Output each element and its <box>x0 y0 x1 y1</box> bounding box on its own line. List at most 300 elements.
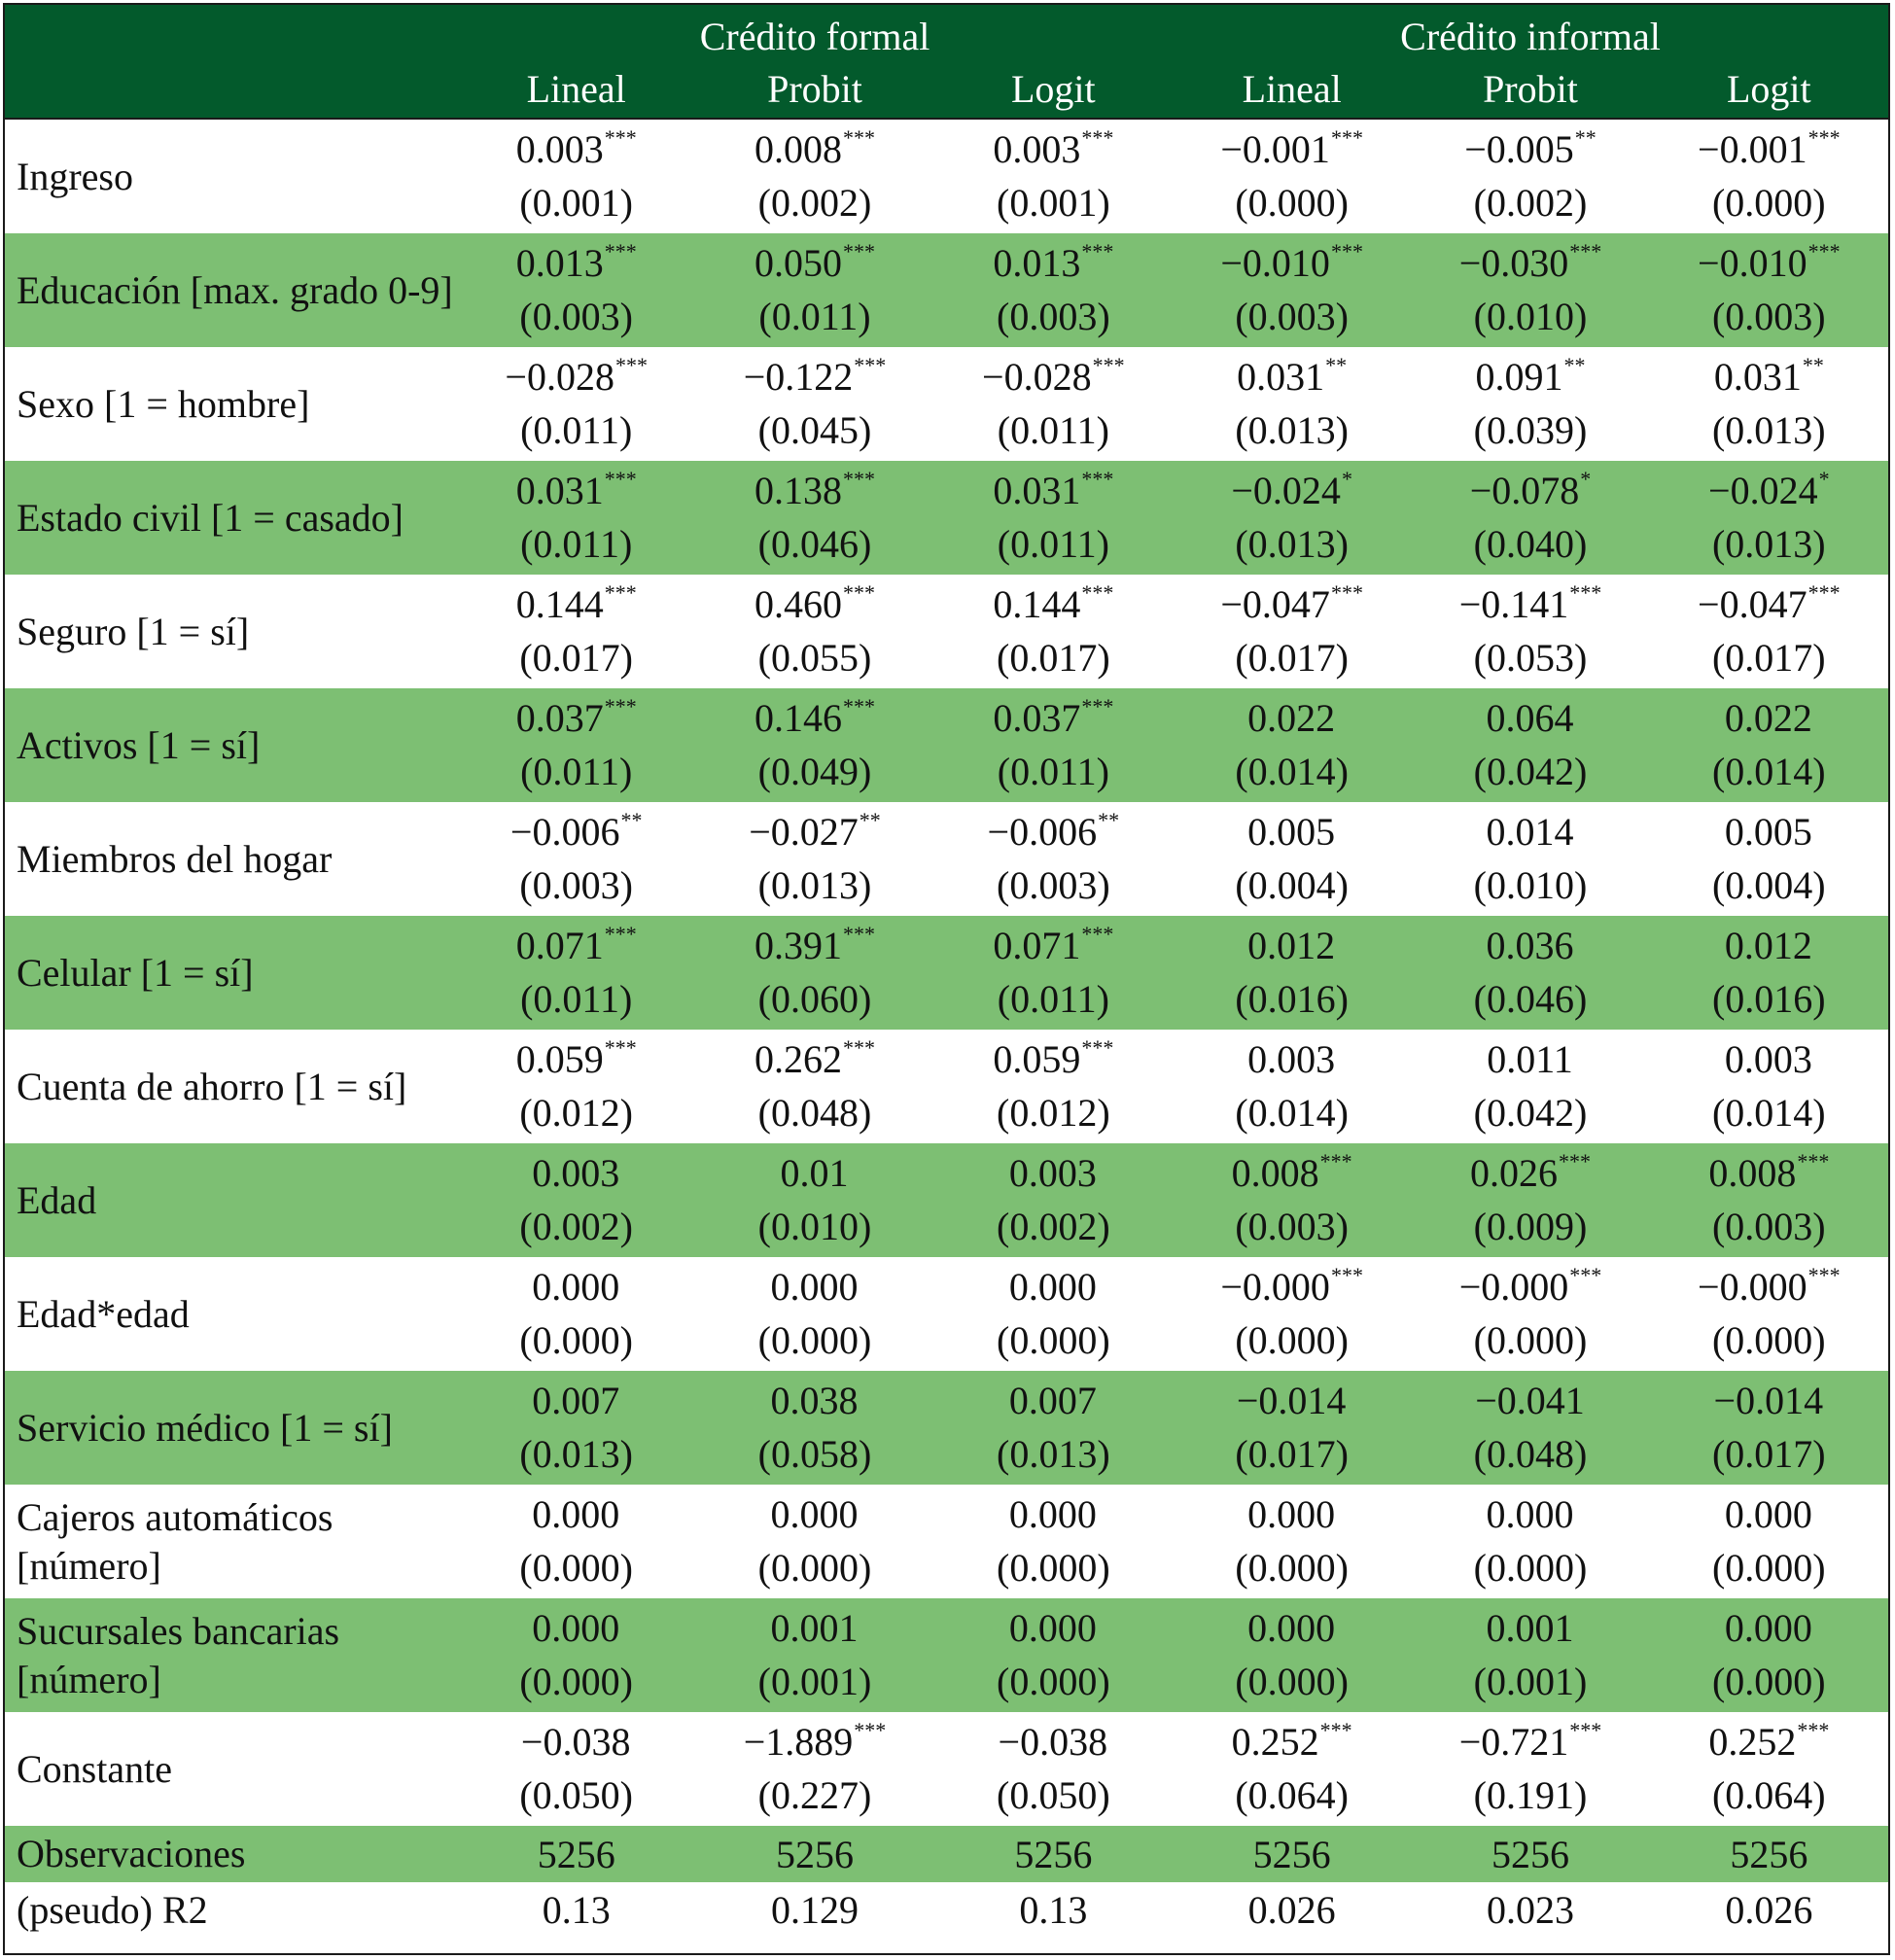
variable-row <box>5 688 1888 802</box>
significance-stars: *** <box>843 580 875 605</box>
coefficient-value: −0.006 <box>987 810 1098 854</box>
coefficient-line <box>1411 694 1649 741</box>
coefficient-value: −0.041 <box>1475 1379 1585 1422</box>
observations-value: 5256 <box>1173 1826 1411 1882</box>
coefficient-line <box>1411 808 1649 855</box>
standard-error: (0.046) <box>757 522 872 566</box>
significance-stars: * <box>1580 467 1592 491</box>
standard-error: (0.000) <box>1711 1546 1826 1590</box>
significance-stars: *** <box>854 1718 887 1742</box>
coefficient-line <box>457 1263 695 1310</box>
coef-cell <box>1650 688 1888 802</box>
coef-cell <box>934 1371 1173 1485</box>
coefficient-line <box>457 1490 695 1537</box>
coefficient-value: 0.037 <box>515 696 604 740</box>
model-header: Lineal <box>1173 59 1411 119</box>
coefficient-value: 0.071 <box>993 924 1081 967</box>
significance-stars: *** <box>1081 125 1114 150</box>
coef-cell <box>457 1257 695 1371</box>
coef-cell <box>934 347 1173 461</box>
coef-cell <box>1411 916 1649 1030</box>
coef-cell <box>1411 1712 1649 1826</box>
coefficient-line <box>695 580 933 627</box>
standard-error: (0.011) <box>997 408 1109 452</box>
coefficient-value: 0.064 <box>1486 696 1574 740</box>
coefficient-value: 0.000 <box>532 1492 620 1536</box>
standard-error: (0.011) <box>997 522 1109 566</box>
coefficient-value: 0.000 <box>770 1265 859 1309</box>
coefficient-line <box>934 239 1173 286</box>
coef-cell <box>1650 1598 1888 1712</box>
coefficient-value: −0.027 <box>749 810 859 854</box>
coef-cell <box>1650 461 1888 575</box>
significance-stars: *** <box>1797 1149 1830 1173</box>
coefficient-line <box>1173 580 1411 627</box>
variable-row <box>5 461 1888 575</box>
coef-cell <box>695 1712 933 1826</box>
coefficient-value: 0.005 <box>1724 810 1812 854</box>
coefficient-line <box>1173 922 1411 968</box>
significance-stars: *** <box>604 1035 637 1060</box>
standard-error: (0.000) <box>757 1318 872 1362</box>
standard-error: (0.048) <box>1473 1432 1588 1476</box>
significance-stars: *** <box>1807 580 1841 605</box>
standard-error: (0.011) <box>520 977 633 1021</box>
significance-stars: *** <box>1569 580 1602 605</box>
coefficient-value: 0.001 <box>1486 1606 1574 1650</box>
significance-stars: ** <box>1802 353 1824 377</box>
standard-error: (0.000) <box>519 1660 633 1703</box>
coef-cell <box>1173 575 1411 688</box>
coefficient-value: −0.047 <box>1220 582 1330 626</box>
coefficient-line <box>1411 1718 1649 1765</box>
significance-stars: *** <box>843 125 875 150</box>
coefficient-line <box>695 239 933 286</box>
row-label: Estado civil [1 = casado] <box>5 461 457 575</box>
coef-cell <box>1173 916 1411 1030</box>
coef-cell <box>1411 233 1649 347</box>
coef-cell <box>1173 119 1411 233</box>
coefficient-line <box>695 1149 933 1196</box>
standard-error: (0.017) <box>1711 1432 1826 1476</box>
coefficient-line <box>934 694 1173 741</box>
standard-error: (0.017) <box>1711 636 1826 680</box>
coefficient-line <box>1650 922 1888 968</box>
standard-error: (0.013) <box>757 863 872 907</box>
coefficient-value: 0.031 <box>515 469 604 512</box>
standard-error: (0.002) <box>757 181 872 225</box>
coefficient-line <box>1650 467 1888 513</box>
coef-cell <box>695 347 933 461</box>
coefficient-line <box>1173 353 1411 400</box>
significance-stars: ** <box>1098 808 1120 832</box>
r2-value: 0.026 <box>1247 1888 1336 1932</box>
significance-stars: *** <box>1081 694 1114 718</box>
coefficient-line <box>457 922 695 968</box>
standard-error: (0.050) <box>519 1773 633 1817</box>
coefficient-line <box>457 1604 695 1651</box>
row-label: Servicio médico [1 = sí] <box>5 1371 457 1485</box>
coefficient-value: −0.028 <box>982 355 1092 399</box>
row-label: Educación [max. grado 0-9] <box>5 233 457 347</box>
coefficient-value: 0.003 <box>515 127 604 171</box>
coefficient-line <box>457 580 695 627</box>
coefficient-line <box>1173 239 1411 286</box>
significance-stars: *** <box>843 1035 875 1060</box>
standard-error: (0.011) <box>997 977 1109 1021</box>
coefficient-value: 0.022 <box>1724 696 1812 740</box>
coef-cell <box>934 575 1173 688</box>
coef-cell <box>1173 688 1411 802</box>
standard-error: (0.001) <box>997 181 1110 225</box>
coefficient-line <box>695 922 933 968</box>
variable-row <box>5 233 1888 347</box>
coefficient-line <box>1411 1263 1649 1310</box>
regression-table-frame <box>3 3 1890 1955</box>
significance-stars: *** <box>1330 1263 1363 1287</box>
coefficient-value: 0.000 <box>532 1606 620 1650</box>
coefficient-line <box>934 808 1173 855</box>
coef-cell <box>457 1485 695 1598</box>
significance-stars: *** <box>1569 1718 1602 1742</box>
coefficient-line <box>457 353 695 400</box>
model-header: Probit <box>1411 59 1649 119</box>
significance-stars: *** <box>854 353 887 377</box>
row-label: Seguro [1 = sí] <box>17 609 250 653</box>
coefficient-value: 0.037 <box>993 696 1081 740</box>
significance-stars: *** <box>1319 1718 1352 1742</box>
significance-stars: *** <box>604 125 637 150</box>
standard-error: (0.064) <box>1235 1773 1349 1817</box>
coefficient-value: 0.008 <box>754 127 842 171</box>
standard-error: (0.000) <box>997 1318 1110 1362</box>
standard-error: (0.013) <box>519 1432 633 1476</box>
coefficient-line <box>1411 1604 1649 1651</box>
coefficient-value: 0.252 <box>1231 1720 1319 1764</box>
standard-error: (0.003) <box>1711 295 1826 338</box>
regression-table <box>5 5 1888 1938</box>
coefficient-value: 0.031 <box>1713 355 1802 399</box>
coefficient-value: 0.138 <box>754 469 842 512</box>
coefficient-line <box>934 125 1173 172</box>
standard-error: (0.013) <box>1711 522 1826 566</box>
coefficient-value: −0.000 <box>1698 1265 1807 1309</box>
standard-error: (0.017) <box>519 636 633 680</box>
significance-stars: *** <box>1807 239 1841 263</box>
coefficient-value: −0.006 <box>509 810 620 854</box>
standard-error: (0.003) <box>1711 1205 1826 1248</box>
coef-cell <box>1173 1712 1411 1826</box>
coefficient-line <box>695 1263 933 1310</box>
coefficient-line <box>934 353 1173 400</box>
coefficient-line <box>1411 1377 1649 1423</box>
group-header-formal: Crédito formal <box>457 5 1173 59</box>
significance-stars: *** <box>1081 922 1114 946</box>
coef-cell <box>1411 1030 1649 1143</box>
coefficient-value: 0.026 <box>1469 1151 1558 1195</box>
standard-error: (0.000) <box>519 1546 633 1590</box>
coefficient-line <box>1650 1263 1888 1310</box>
coefficient-value: 0.144 <box>993 582 1081 626</box>
coef-cell <box>1173 1257 1411 1371</box>
coefficient-value: 0.000 <box>770 1492 859 1536</box>
coefficient-line <box>457 239 695 286</box>
coefficient-value: 0.031 <box>993 469 1081 512</box>
variable-row <box>5 1030 1888 1143</box>
standard-error: (0.000) <box>1473 1546 1588 1590</box>
coefficient-value: 0.011 <box>1487 1037 1573 1081</box>
coefficient-value: 0.000 <box>1008 1492 1097 1536</box>
significance-stars: *** <box>1330 580 1363 605</box>
coefficient-line <box>1650 125 1888 172</box>
significance-stars: *** <box>1319 1149 1352 1173</box>
significance-stars: *** <box>1807 125 1841 150</box>
standard-error: (0.055) <box>757 636 872 680</box>
standard-error: (0.004) <box>1235 863 1349 907</box>
coefficient-value: 0.022 <box>1247 696 1336 740</box>
significance-stars: *** <box>1081 239 1114 263</box>
variable-row <box>5 1598 1888 1712</box>
coefficient-line <box>934 1490 1173 1537</box>
variable-row <box>5 1485 1888 1598</box>
coef-cell <box>934 1485 1173 1598</box>
coefficient-line <box>695 1718 933 1765</box>
significance-stars: *** <box>1569 239 1602 263</box>
coef-cell <box>695 575 933 688</box>
coef-cell <box>1411 802 1649 916</box>
coef-cell <box>1650 1371 1888 1485</box>
significance-stars: ** <box>859 808 881 832</box>
coef-cell <box>1173 233 1411 347</box>
standard-error: (0.010) <box>757 1205 872 1248</box>
variable-row <box>5 1143 1888 1257</box>
coef-cell <box>934 119 1173 233</box>
standard-error: (0.002) <box>1473 181 1588 225</box>
coefficient-value: 0.003 <box>1247 1037 1336 1081</box>
standard-error: (0.046) <box>1473 977 1588 1021</box>
coef-cell <box>695 233 933 347</box>
coefficient-value: 0.038 <box>770 1379 859 1422</box>
coef-cell <box>1650 1030 1888 1143</box>
standard-error: (0.000) <box>1473 1318 1588 1362</box>
coef-cell <box>457 802 695 916</box>
coef-cell <box>695 1143 933 1257</box>
standard-error: (0.012) <box>997 1091 1110 1135</box>
coefficient-value: 0.007 <box>1008 1379 1097 1422</box>
coefficient-value: 0.050 <box>754 241 842 285</box>
significance-stars: * <box>1818 467 1830 491</box>
significance-stars: *** <box>843 467 875 491</box>
coefficient-value: −0.000 <box>1220 1265 1330 1309</box>
coefficient-line <box>457 1035 695 1082</box>
variable-row <box>5 347 1888 461</box>
variable-row <box>5 1257 1888 1371</box>
coefficient-line <box>1650 808 1888 855</box>
standard-error: (0.039) <box>1473 408 1588 452</box>
standard-error: (0.010) <box>1473 295 1588 338</box>
variable-row <box>5 1371 1888 1485</box>
coef-cell <box>695 119 933 233</box>
standard-error: (0.011) <box>758 295 871 338</box>
row-label: Activos [1 = sí] <box>5 688 457 802</box>
significance-stars: ** <box>620 808 643 832</box>
coef-cell <box>1650 802 1888 916</box>
standard-error: (0.042) <box>1473 750 1588 793</box>
row-label: Observaciones <box>5 1826 457 1882</box>
coefficient-line <box>695 694 933 741</box>
coefficient-line <box>1173 1035 1411 1082</box>
coefficient-line <box>457 808 695 855</box>
row-label: Edad <box>5 1143 457 1257</box>
coef-cell <box>695 1485 933 1598</box>
coefficient-line <box>457 1149 695 1196</box>
coefficient-line <box>1650 1149 1888 1196</box>
coefficient-line <box>1411 922 1649 968</box>
standard-error: (0.017) <box>997 636 1110 680</box>
standard-error: (0.013) <box>1711 408 1826 452</box>
row-label: Cajeros automáticos [número] <box>17 1494 333 1588</box>
coefficient-line <box>1173 1604 1411 1651</box>
coefficient-value: 0.460 <box>754 582 842 626</box>
standard-error: (0.002) <box>997 1205 1110 1248</box>
coef-cell <box>1650 916 1888 1030</box>
row-label: (pseudo) R2 <box>17 1887 208 1932</box>
coefficient-line <box>934 1718 1173 1765</box>
standard-error: (0.014) <box>1711 750 1826 793</box>
standard-error: (0.000) <box>997 1546 1110 1590</box>
coef-cell <box>934 233 1173 347</box>
standard-error: (0.003) <box>519 295 633 338</box>
coef-cell <box>1173 461 1411 575</box>
coefficient-line <box>934 1035 1173 1082</box>
coef-cell <box>1173 1371 1411 1485</box>
coefficient-value: 0.000 <box>1724 1492 1812 1536</box>
standard-error: (0.000) <box>1711 181 1826 225</box>
coefficient-value: 0.000 <box>1247 1492 1336 1536</box>
standard-error: (0.064) <box>1711 1773 1826 1817</box>
standard-error: (0.045) <box>757 408 872 452</box>
coef-cell <box>934 916 1173 1030</box>
significance-stars: *** <box>1092 353 1125 377</box>
standard-error: (0.000) <box>1235 1318 1349 1362</box>
standard-error: (0.050) <box>997 1773 1110 1817</box>
standard-error: (0.012) <box>519 1091 633 1135</box>
coefficient-value: 0.059 <box>993 1037 1081 1081</box>
coef-cell <box>457 1371 695 1485</box>
significance-stars: *** <box>1330 125 1363 150</box>
row-label: Celular [1 = sí] <box>5 916 457 1030</box>
r2-value: 0.129 <box>771 1888 859 1932</box>
coefficient-line <box>934 580 1173 627</box>
coefficient-value: 0.036 <box>1486 924 1574 967</box>
coefficient-line <box>934 467 1173 513</box>
coefficient-line <box>1173 808 1411 855</box>
coef-cell <box>457 575 695 688</box>
coef-cell <box>457 916 695 1030</box>
coefficient-value: 0.031 <box>1237 355 1325 399</box>
coefficient-value: 0.003 <box>1724 1037 1812 1081</box>
standard-error: (0.053) <box>1473 636 1588 680</box>
standard-error: (0.040) <box>1473 522 1588 566</box>
standard-error: (0.010) <box>1473 863 1588 907</box>
coefficient-value: 0.146 <box>754 696 842 740</box>
standard-error: (0.191) <box>1473 1773 1588 1817</box>
coefficient-line <box>1650 239 1888 286</box>
standard-error: (0.060) <box>757 977 872 1021</box>
coefficient-value: −0.122 <box>743 355 854 399</box>
r2-value: 0.026 <box>1725 1888 1813 1932</box>
coefficient-value: 0.144 <box>515 582 604 626</box>
observations-value: 5256 <box>695 1826 933 1882</box>
coefficient-value: −0.024 <box>1708 469 1818 512</box>
coefficient-value: −0.010 <box>1220 241 1330 285</box>
coefficient-value: 0.059 <box>515 1037 604 1081</box>
significance-stars: *** <box>843 694 875 718</box>
standard-error: (0.001) <box>519 181 633 225</box>
coef-cell <box>1173 802 1411 916</box>
significance-stars: *** <box>1081 467 1114 491</box>
coefficient-line <box>934 1149 1173 1196</box>
header-corner-sub <box>5 59 457 119</box>
coefficient-line <box>1173 1377 1411 1423</box>
coef-cell <box>457 1598 695 1712</box>
standard-error: (0.014) <box>1235 1091 1349 1135</box>
coefficient-line <box>1650 1604 1888 1651</box>
standard-error: (0.011) <box>520 522 633 566</box>
standard-error: (0.000) <box>757 1546 872 1590</box>
standard-error: (0.000) <box>1235 181 1349 225</box>
coefficient-value: 0.003 <box>532 1151 620 1195</box>
coefficient-value: −0.014 <box>1236 1379 1347 1422</box>
coef-cell <box>1411 688 1649 802</box>
coefficient-value: −0.010 <box>1698 241 1807 285</box>
significance-stars: *** <box>1797 1718 1830 1742</box>
significance-stars: *** <box>1081 1035 1114 1060</box>
row-label: Edad*edad <box>17 1291 190 1336</box>
standard-error: (0.001) <box>1473 1660 1588 1703</box>
significance-stars: *** <box>1807 1263 1841 1287</box>
coef-cell <box>934 1143 1173 1257</box>
coefficient-line <box>1173 694 1411 741</box>
standard-error: (0.013) <box>1235 522 1349 566</box>
model-header: Logit <box>1650 59 1888 119</box>
model-header: Lineal <box>457 59 695 119</box>
coef-cell <box>1411 1485 1649 1598</box>
coefficient-line <box>1411 1035 1649 1082</box>
coefficient-value: −0.000 <box>1458 1265 1569 1309</box>
coefficient-line <box>1173 1149 1411 1196</box>
coef-cell <box>1650 1257 1888 1371</box>
coefficient-value: −0.047 <box>1698 582 1807 626</box>
variable-row <box>5 119 1888 233</box>
table-header <box>5 5 1888 119</box>
standard-error: (0.000) <box>1711 1660 1826 1703</box>
coef-cell <box>1650 119 1888 233</box>
coefficient-line <box>1650 1490 1888 1537</box>
coef-cell <box>457 1030 695 1143</box>
coefficient-line <box>1411 467 1649 513</box>
coef-cell <box>1650 1143 1888 1257</box>
standard-error: (0.001) <box>757 1660 872 1703</box>
coefficient-value: 0.252 <box>1708 1720 1797 1764</box>
coef-cell <box>695 461 933 575</box>
coefficient-line <box>695 467 933 513</box>
coefficient-line <box>1650 1035 1888 1082</box>
standard-error: (0.003) <box>997 295 1110 338</box>
coef-cell <box>1411 347 1649 461</box>
row-label: Miembros del hogar <box>17 836 333 881</box>
coef-cell <box>1650 233 1888 347</box>
